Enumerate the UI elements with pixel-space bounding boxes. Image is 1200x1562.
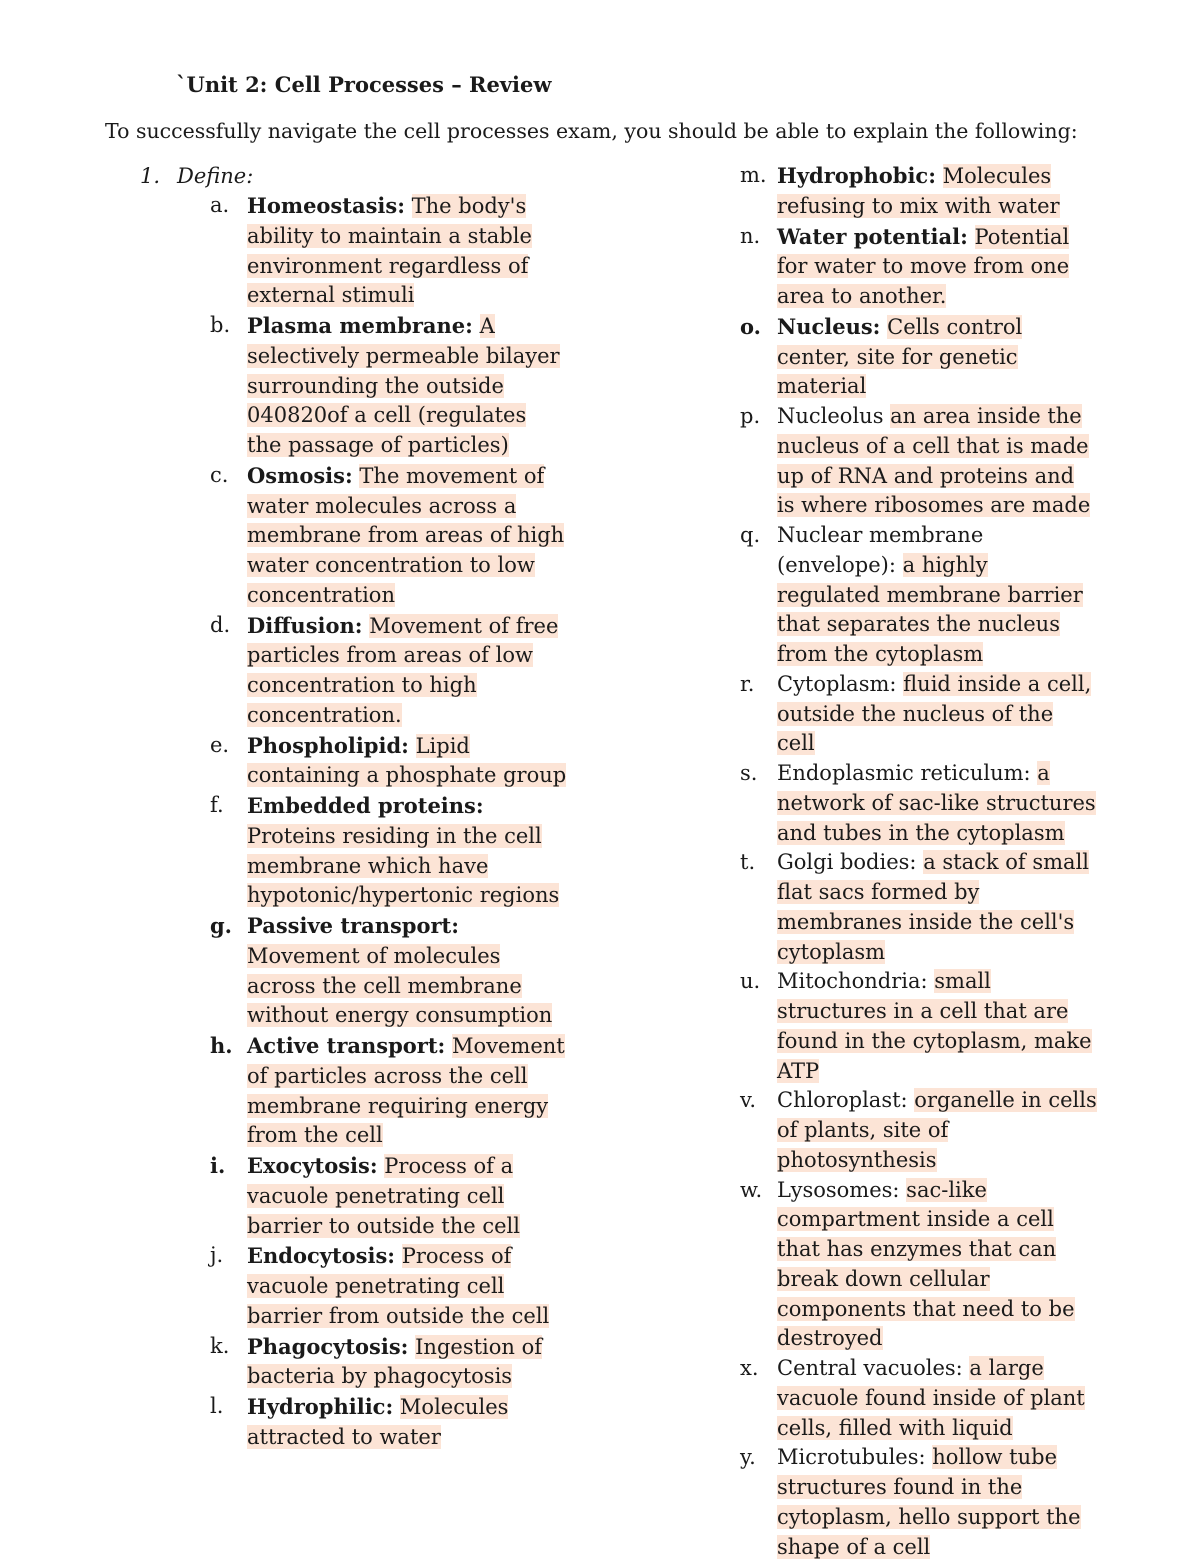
item-definition: Process of vacuole penetrating cell barrier from outside the cell (247, 1244, 550, 1328)
definition-item (210, 311, 567, 461)
item-letter: m. (740, 163, 767, 187)
item-definition: Process of a vacuole penetrating cell barrier to outside the cell (247, 1154, 520, 1238)
item-term: Nuclear membrane (envelope): (777, 523, 984, 577)
item-term: Phagocytosis: (247, 1333, 409, 1359)
item-letter: w. (740, 1177, 763, 1202)
item-letter: h. (210, 1033, 233, 1058)
definition-item (210, 1241, 567, 1331)
item-term: Endocytosis: (247, 1243, 396, 1269)
item-letter: d. (210, 612, 231, 637)
definitions-right-column (740, 161, 1097, 1562)
item-term: Central vacuoles: (777, 1356, 963, 1380)
item-term: Nucleolus (777, 404, 891, 428)
item-letter: r. (740, 671, 755, 696)
item-letter: l. (210, 1394, 224, 1418)
item-letter: e. (210, 732, 230, 757)
item-letter: i. (210, 1153, 226, 1178)
item-letter: a. (210, 193, 230, 217)
item-letter: c. (210, 462, 229, 487)
item-definition: Movement of free particles from areas of low concentration to high concentration. (247, 613, 559, 727)
item-letter: g. (210, 913, 232, 938)
item-letter: j. (210, 1243, 224, 1268)
item-term: Mitochondria: (777, 969, 928, 994)
item-term: Cytoplasm: (777, 671, 897, 696)
definition-item (210, 1392, 567, 1453)
item-definition: Ingestion of bacteria by phagocytosis (247, 1334, 543, 1389)
item-term: Lysosomes: (777, 1177, 900, 1202)
definitions-left-column (210, 191, 567, 1453)
definition-item (210, 731, 567, 792)
item-definition: hollow tube structures found in the cytoplasm, hello support the shape of a cell (777, 1445, 1081, 1559)
definition-item (740, 670, 1097, 759)
item-definition: Molecules attracted to water (247, 1395, 509, 1449)
item-term: Phospholipid: (247, 732, 409, 758)
definition-item (740, 759, 1097, 848)
item-definition: Proteins residing in the cell membrane which have hypotonic/hypertonic regions (247, 823, 560, 908)
definition-item (740, 848, 1097, 967)
item-term: Golgi bodies: (777, 850, 917, 875)
item-letter: n. (740, 223, 761, 248)
item-definition: Movement of particles across the cell membrane requiring energy from the cell (247, 1034, 565, 1148)
item-letter: t. (740, 850, 756, 875)
item-letter: x. (740, 1356, 759, 1380)
item-letter: v. (740, 1088, 757, 1113)
definition-item (210, 461, 567, 611)
definition-item (210, 1031, 567, 1151)
definition-item (740, 1176, 1097, 1355)
intro-text: To successfully navigate the cell processes exam, you should be able to explain the following: (105, 119, 1078, 143)
definition-item (740, 1086, 1097, 1175)
item-definition: a stack of small flat sacs formed by membranes inside the cell's cytoplasm (777, 850, 1090, 964)
item-term: Diffusion: (247, 612, 363, 638)
item-term: Passive transport: (247, 913, 459, 938)
definition-item (740, 967, 1097, 1086)
definition-item (210, 1332, 567, 1393)
definition-item (210, 791, 567, 911)
item-definition: Potential for water to move from one area to another. (777, 224, 1070, 308)
definition-item (210, 1151, 567, 1241)
item-definition: a large vacuole found inside of plant cells, filled with liquid (777, 1356, 1085, 1440)
item-term: Nucleus: (777, 313, 881, 339)
item-definition: A selectively permeable bilayer surrounding the outside 040820of a cell (regulates the passage of particles) (247, 314, 560, 457)
item-term: Hydrophilic: (247, 1394, 394, 1419)
item-term: Embedded proteins: (247, 793, 484, 818)
definition-item (210, 611, 567, 731)
section-label: Define: (177, 164, 254, 188)
item-letter: p. (740, 404, 761, 428)
item-term: Exocytosis: (247, 1153, 378, 1178)
item-definition: small structures in a cell that are found in the cytoplasm, make ATP (777, 969, 1092, 1083)
item-term: Microtubules: (777, 1445, 926, 1470)
definition-item (740, 1354, 1097, 1443)
item-definition: an area inside the nucleus of a cell that is made up of RNA and proteins and is where ribosomes are made (777, 404, 1091, 518)
section-heading (140, 161, 253, 191)
item-letter: q. (740, 523, 761, 547)
page-title: `Unit 2: Cell Processes – Review (176, 72, 552, 97)
definition-item (210, 911, 567, 1031)
item-term: Hydrophobic: (777, 163, 936, 188)
item-letter: b. (210, 313, 231, 337)
definition-item (740, 402, 1097, 521)
item-definition: sac-like compartment inside a cell that has enzymes that can break down cellular components that need to be destroyed (777, 1177, 1075, 1351)
item-definition: Lipid containing a phosphate group (247, 733, 567, 788)
item-definition: a network of sac-like structures and tubes in the cytoplasm (777, 761, 1096, 845)
item-letter: s. (740, 761, 758, 785)
item-term: Water potential: (777, 223, 968, 249)
definition-item (210, 191, 567, 311)
item-definition: Molecules refusing to mix with water (777, 164, 1060, 218)
item-letter: u. (740, 969, 761, 994)
definition-item (740, 521, 1097, 670)
item-letter: o. (740, 313, 761, 339)
section-number: 1. (140, 164, 161, 188)
item-definition: The movement of water molecules across a membrane from areas of high water concentration to low concentration (247, 463, 565, 607)
item-letter: f. (210, 793, 224, 817)
item-definition: fluid inside a cell, outside the nucleus of the cell (777, 671, 1092, 756)
item-term: Homeostasis: (247, 193, 405, 218)
definition-item (740, 161, 1097, 222)
item-definition: a highly regulated membrane barrier that separates the nucleus from the cytoplasm (777, 552, 1083, 666)
item-term: Active transport: (247, 1033, 446, 1058)
item-term: Osmosis: (247, 462, 353, 488)
item-letter: k. (210, 1333, 230, 1358)
item-term: Plasma membrane: (247, 313, 473, 338)
definition-item (740, 312, 1097, 402)
item-term: Chloroplast: (777, 1088, 908, 1113)
definition-item (740, 1443, 1097, 1562)
item-definition: organelle in cells of plants, site of photosynthesis (777, 1088, 1097, 1172)
definition-item (740, 222, 1097, 312)
item-term: Endoplasmic reticulum: (777, 761, 1031, 785)
item-definition: The body's ability to maintain a stable environment regardless of external stimuli (247, 194, 532, 308)
item-definition: Cells control center, site for genetic material (777, 314, 1023, 399)
item-definition: Movement of molecules across the cell membrane without energy consumption (247, 943, 553, 1028)
item-letter: y. (740, 1445, 756, 1470)
